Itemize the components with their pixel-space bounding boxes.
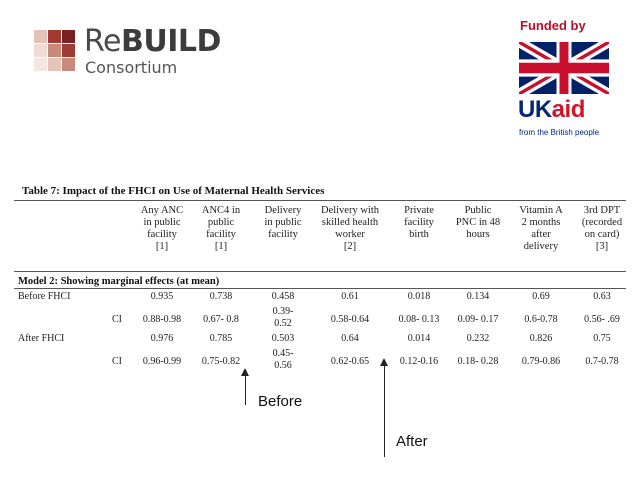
column-header-line: after xyxy=(531,229,551,240)
table-cell: 0.08- 0.13 xyxy=(398,314,440,325)
column-header-line: 2 months xyxy=(521,217,561,228)
before-arrow xyxy=(245,375,246,405)
table-top-rule xyxy=(14,200,626,201)
table-cell: 0.96-0.99 xyxy=(142,356,182,367)
table-cell: 0.018 xyxy=(407,291,431,302)
from-british-people: from the British people xyxy=(519,128,600,137)
table-cell: 0.7-0.78 xyxy=(585,356,619,367)
column-header-line: public xyxy=(207,217,235,228)
union-jack-icon xyxy=(519,42,609,94)
table-cell: 0.503 xyxy=(271,333,295,344)
table-cell: 0.39- 0.52 xyxy=(272,306,294,329)
table-cell: 0.67- 0.8 xyxy=(203,314,239,325)
table-cell: 0.6-0.78 xyxy=(524,314,558,325)
column-header-line: facility xyxy=(404,217,434,228)
table-cell: 0.56- .69 xyxy=(584,314,620,325)
column-header-line: on card) xyxy=(584,229,620,240)
logo-consortium: Consortium xyxy=(85,58,178,77)
column-header-line: skilled health xyxy=(321,217,379,228)
table-title: Table 7: Impact of the FHCI on Use of Maternal Health Services xyxy=(22,185,325,197)
ci-label: CI xyxy=(112,356,122,367)
rebuild-logo xyxy=(34,24,221,78)
funded-by-label: Funded by xyxy=(520,18,586,33)
column-header-line: facility xyxy=(268,229,298,240)
table-cell: 0.79-0.86 xyxy=(521,356,561,367)
column-header-line: facility xyxy=(147,229,177,240)
column-header-line: Private xyxy=(404,205,434,216)
row-label: Before FHCI xyxy=(18,291,71,302)
column-header-line: [3] xyxy=(595,241,609,252)
table-cell: 0.69 xyxy=(532,291,550,302)
column-header-line: Any ANC xyxy=(140,205,184,216)
table-cell: 0.62-0.65 xyxy=(330,356,370,367)
after-arrow xyxy=(384,365,385,457)
table-cell: 0.232 xyxy=(466,333,490,344)
table-cell: 0.75-0.82 xyxy=(201,356,241,367)
column-header-line: worker xyxy=(335,229,365,240)
table-cell: 0.935 xyxy=(150,291,174,302)
column-header-line: [2] xyxy=(343,241,357,252)
column-header-line: hours xyxy=(466,229,490,240)
table-cell: 0.014 xyxy=(407,333,431,344)
table-cell: 0.458 xyxy=(271,291,295,302)
row-label: After FHCI xyxy=(18,333,65,344)
column-header-line: (recorded xyxy=(581,217,623,228)
ci-label: CI xyxy=(112,314,122,325)
table-cell: 0.826 xyxy=(529,333,553,344)
column-header-line: Vitamin A xyxy=(519,205,563,216)
table-cell: 0.61 xyxy=(341,291,359,302)
column-header-line: in public xyxy=(143,217,181,228)
table-cell: 0.64 xyxy=(341,333,359,344)
column-header-line: Delivery with xyxy=(320,205,380,216)
column-header-line: Delivery xyxy=(264,205,302,216)
table-cell: 0.09- 0.17 xyxy=(457,314,499,325)
table-cell: 0.12-0.16 xyxy=(399,356,439,367)
column-header-line: delivery xyxy=(523,241,559,252)
table-cell: 0.976 xyxy=(150,333,174,344)
header-rule xyxy=(14,271,626,272)
table-cell: 0.738 xyxy=(209,291,233,302)
table-cell: 0.785 xyxy=(209,333,233,344)
ukaid-logo: UKaid xyxy=(518,96,585,123)
column-header-line: in public xyxy=(264,217,302,228)
column-header-line: Public xyxy=(464,205,492,216)
after-annotation: After xyxy=(396,433,428,450)
table-cell: 0.63 xyxy=(593,291,611,302)
column-header-line: 3rd DPT xyxy=(583,205,621,216)
model-rule xyxy=(14,288,626,289)
table-cell: 0.58-0.64 xyxy=(330,314,370,325)
before-annotation: Before xyxy=(258,393,303,410)
logo-wordmark: ReBUILD xyxy=(84,24,221,59)
table-cell: 0.134 xyxy=(466,291,490,302)
column-header-line: ANC4 in xyxy=(201,205,241,216)
column-header-line: [1] xyxy=(155,241,169,252)
table-cell: 0.75 xyxy=(593,333,611,344)
model-label: Model 2: Showing marginal effects (at mean) xyxy=(18,276,220,287)
logo-squares-icon xyxy=(34,30,76,74)
column-header-line: birth xyxy=(409,229,429,240)
table-cell: 0.45- 0.56 xyxy=(272,348,294,371)
column-header-line: [1] xyxy=(214,241,228,252)
column-header-line: PNC in 48 xyxy=(455,217,501,228)
table-cell: 0.18- 0.28 xyxy=(457,356,499,367)
column-header-line: facility xyxy=(206,229,236,240)
table-cell: 0.88-0.98 xyxy=(142,314,182,325)
